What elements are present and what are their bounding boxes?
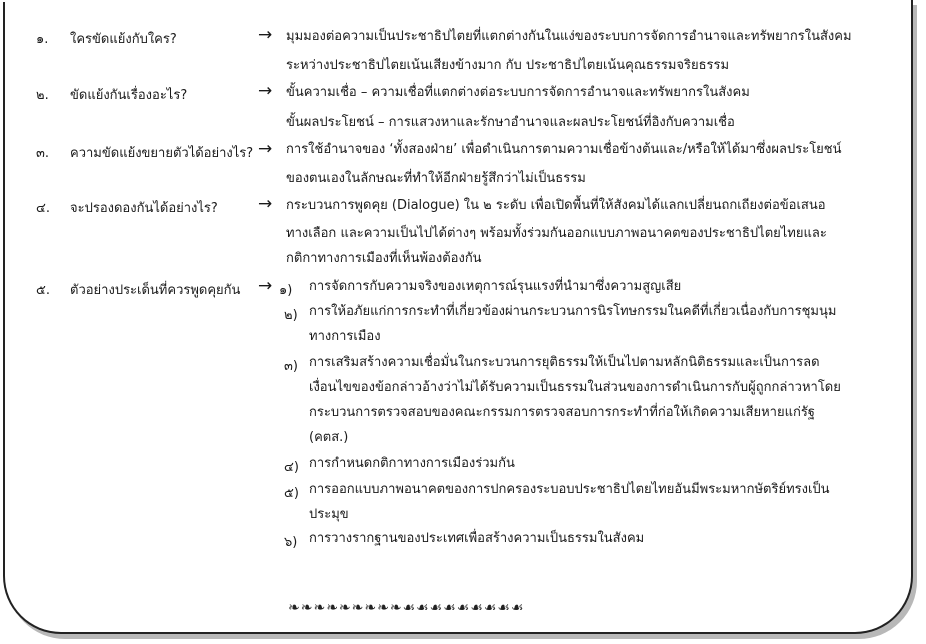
- arrow-icon: →: [258, 276, 273, 296]
- subitem-number: ๕): [284, 486, 299, 501]
- answer-line: กติกาทางการเมืองที่เห็นพ้องต้องกัน: [286, 251, 482, 266]
- subitem-line: กระบวนการตรวจสอบของคณะกรรมการตรวจสอบการกระทำที่ก่อให้เกิดความเสียหายแก่รัฐ: [309, 405, 815, 420]
- subitem-line: การวางรากฐานของประเทศเพื่อสร้างความเป็นธรรมในสังคม: [309, 531, 645, 546]
- subitem-number: ๑): [279, 283, 293, 298]
- decorative-ornament-divider: ❧❧❧❧❧❧❧❧❧☙☙☙☙☙☙☙☙☙: [288, 600, 525, 616]
- subitem-line: เงื่อนไขของข้อกล่าวอ้างว่าไม่ได้รับความเป็นธรรมในส่วนของการดำเนินการกับผู้ถูกกล่าวหาโดย: [309, 380, 841, 395]
- item-question: ใครขัดแย้งกับใคร?: [70, 32, 177, 47]
- subitem-number: ๒): [284, 308, 298, 323]
- arrow-icon: →: [258, 139, 273, 159]
- item-number: ๔.: [36, 201, 50, 216]
- subitem-number: ๖): [284, 535, 298, 550]
- arrow-icon: →: [258, 194, 273, 214]
- answer-line: มุมมองต่อความเป็นประชาธิปไตยที่แตกต่างกันในแง่ของระบบการจัดการอำนาจและทรัพยากรในสังคม: [286, 29, 852, 44]
- item-number: ๓.: [36, 146, 50, 161]
- answer-line: ขั้นผลประโยชน์ – การแสวงหาและรักษาอำนาจและผลประโยชน์ที่อิงกับความเชื่อ: [286, 115, 735, 130]
- item-number: ๒.: [36, 88, 49, 103]
- subitem-line: ประมุข: [309, 507, 349, 522]
- item-number: ๑.: [36, 32, 49, 47]
- item-question: ความขัดแย้งขยายตัวได้อย่างไร?: [70, 146, 254, 161]
- subitem-line: ทางการเมือง: [309, 329, 381, 344]
- answer-line: ระหว่างประชาธิปไตยเน้นเสียงข้างมาก กับ ประชาธิปไตยเน้นคุณธรรมจริยธรรม: [286, 58, 730, 73]
- subitem-line: การให้อภัยแก่การกระทำที่เกี่ยวข้องผ่านกระบวนการนิรโทษกรรมในคดีที่เกี่ยวเนื่องกับการชุมนุม: [309, 304, 837, 319]
- item-question: จะปรองดองกันได้อย่างไร?: [70, 201, 218, 216]
- subitem-number: ๓): [284, 359, 298, 374]
- subitem-line: การเสริมสร้างความเชื่อมั่นในกระบวนการยุติธรรมให้เป็นไปตามหลักนิติธรรมและเป็นการลด: [309, 355, 820, 370]
- item-question: ตัวอย่างประเด็นที่ควรพูดคุยกัน: [70, 283, 241, 298]
- subitem-number: ๔): [284, 460, 299, 475]
- subitem-line: (คตส.): [309, 430, 349, 445]
- item-number: ๕.: [36, 283, 50, 298]
- answer-line: ของตนเองในลักษณะที่ทำให้อีกฝ่ายรู้สึกว่าไม่เป็นธรรม: [286, 171, 586, 186]
- answer-line: ขั้นความเชื่อ – ความเชื่อที่แตกต่างต่อระบบการจัดการอำนาจและทรัพยากรในสังคม: [286, 85, 750, 100]
- arrow-icon: →: [258, 25, 273, 45]
- answer-line: การใช้อำนาจของ ‘ทั้งสองฝ่าย’ เพื่อดำเนินการตามความเชื่อข้างต้นและ/หรือให้ได้มาซึ่งผลประโยชน์: [286, 142, 842, 157]
- answer-line: ทางเลือก และความเป็นไปได้ต่างๆ พร้อมทั้งร่วมกันออกแบบภาพอนาคตของประชาธิปไตยไทยและ: [286, 226, 827, 241]
- subitem-line: การกำหนดกติกาทางการเมืองร่วมกัน: [309, 456, 515, 471]
- subitem-line: การจัดการกับความจริงของเหตุการณ์รุนแรงที่นำมาซึ่งความสูญเสีย: [309, 279, 682, 294]
- item-question: ขัดแย้งกันเรื่องอะไร?: [70, 88, 188, 103]
- arrow-icon: →: [258, 81, 273, 101]
- subitem-line: การออกแบบภาพอนาคตของการปกครองระบอบประชาธิปไตยไทยอันมีพระมหากษัตริย์ทรงเป็น: [309, 482, 830, 497]
- answer-line: กระบวนการพูดคุย (Dialogue) ใน ๒ ระดับ เพื่อเปิดพื้นที่ให้สังคมได้แลกเปลี่ยนถกเถียงต่อข้อเสนอ: [286, 198, 826, 213]
